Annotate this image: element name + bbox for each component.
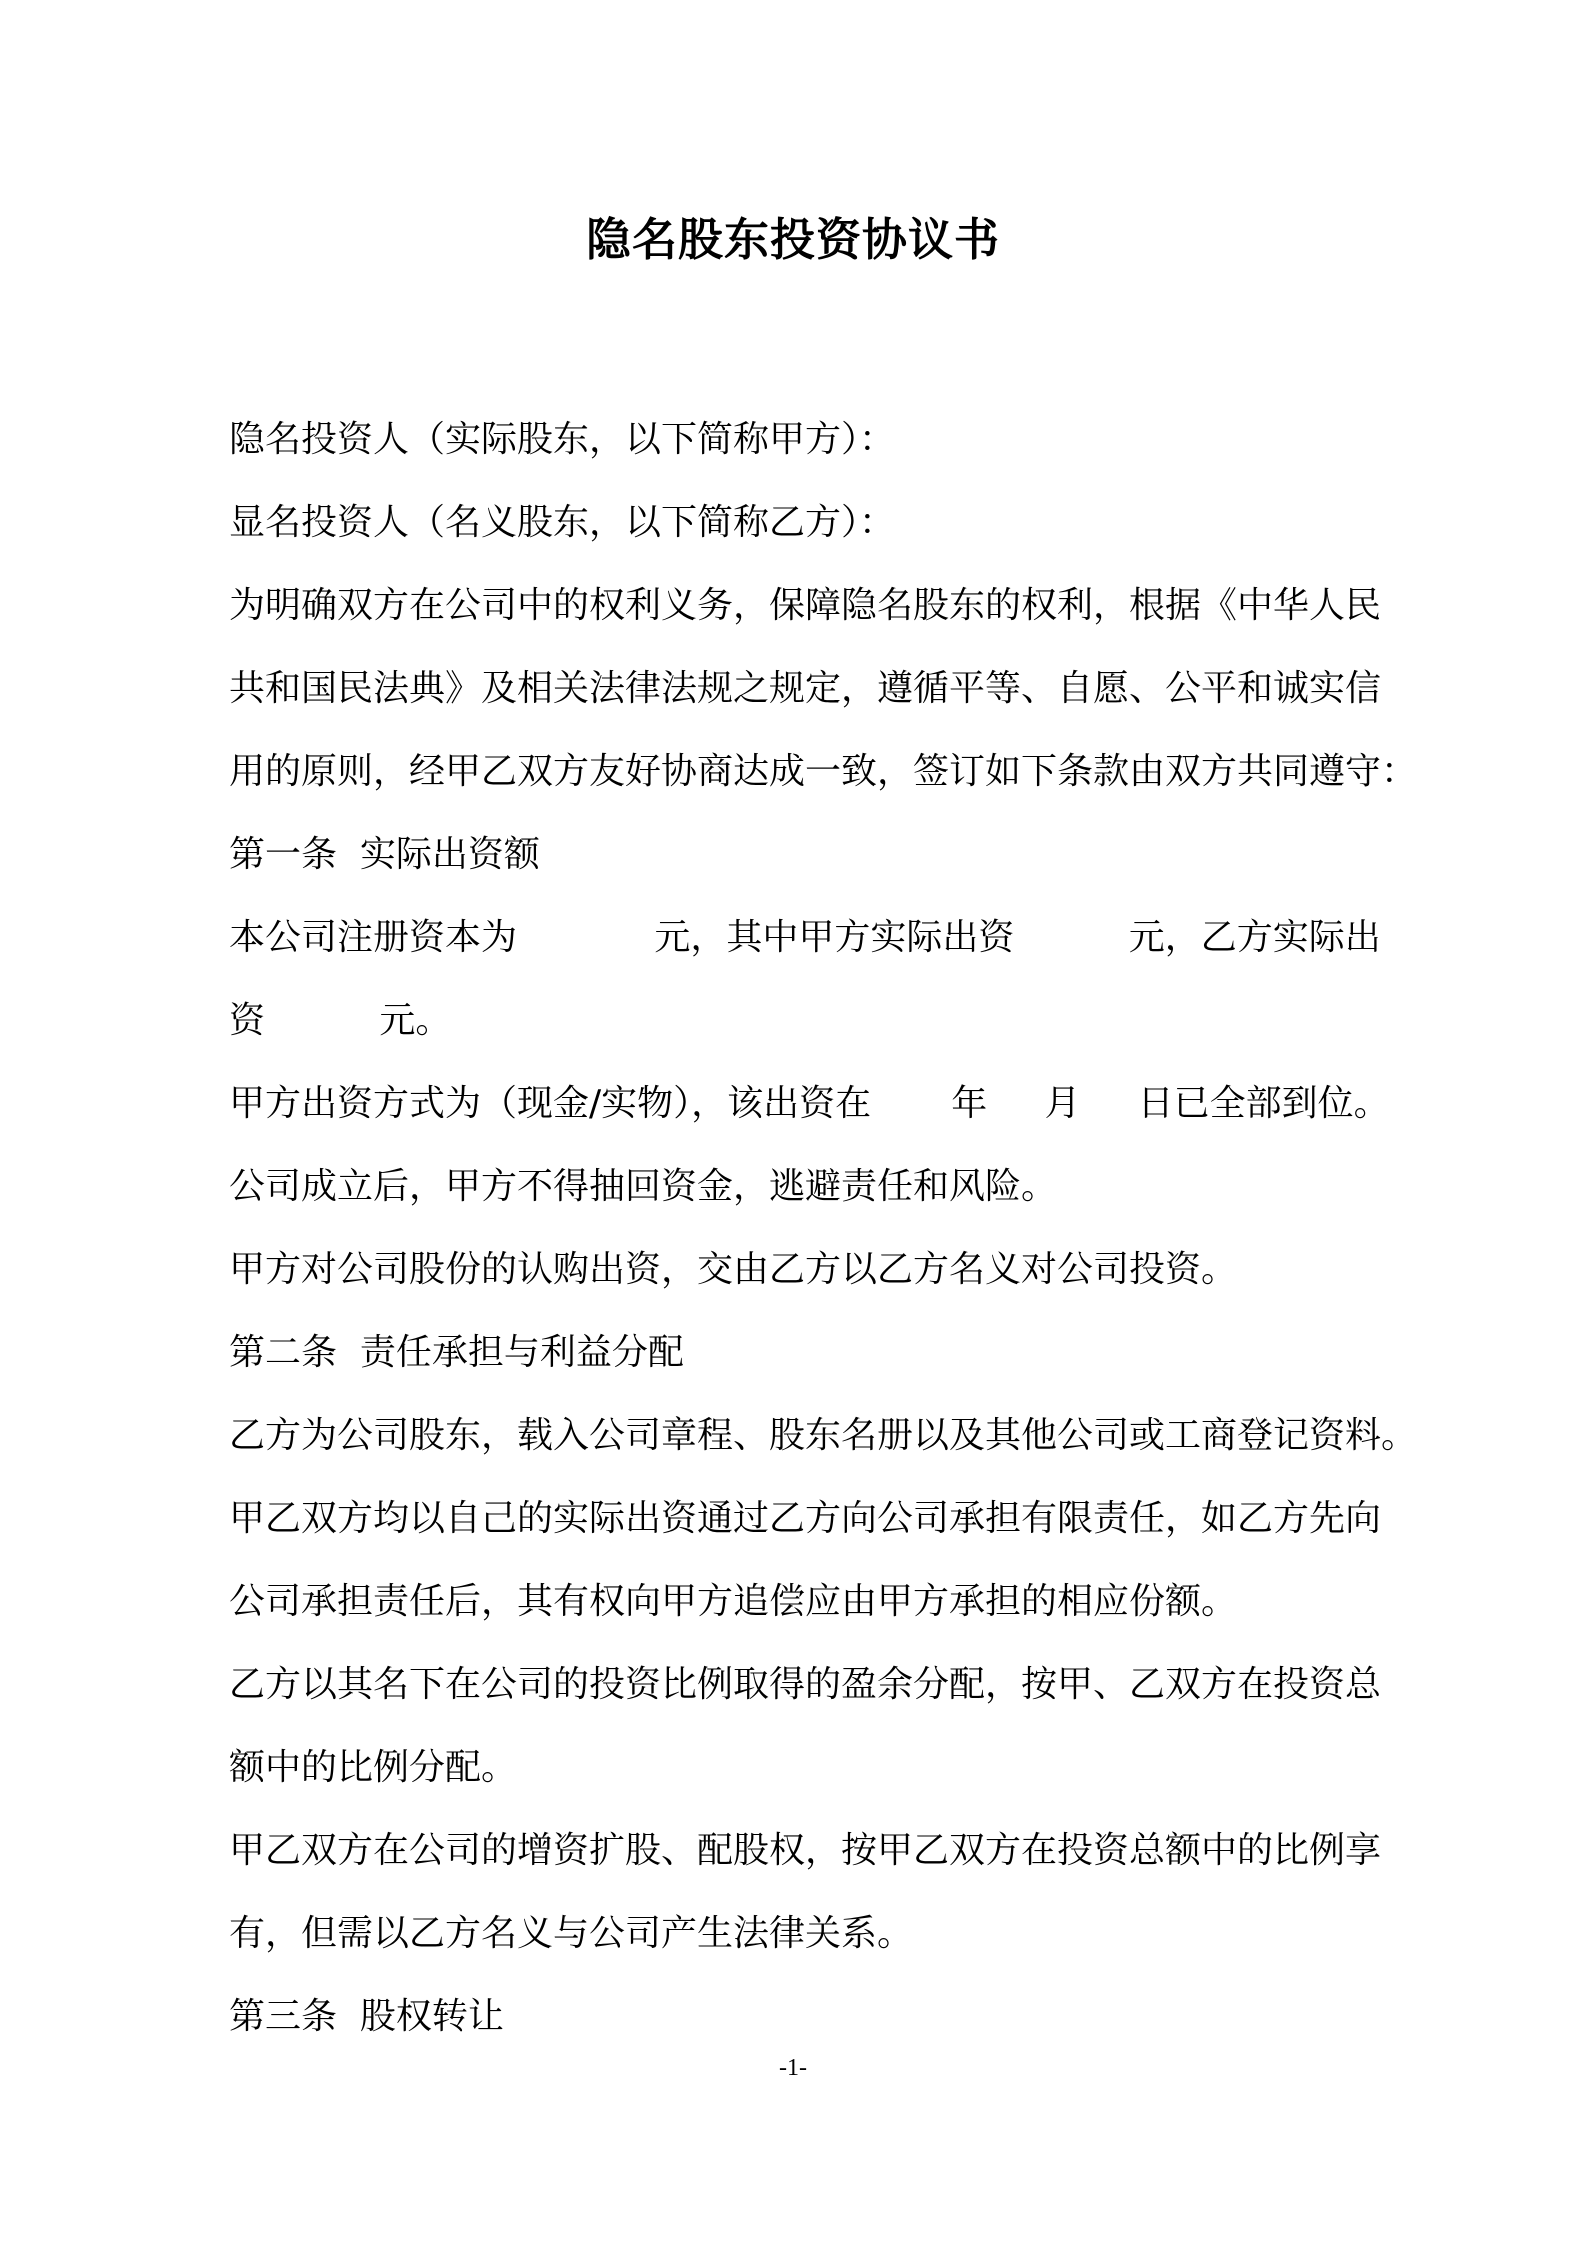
profit-distribution-line-2: 额中的比例分配。 (229, 1747, 518, 1788)
preamble-line-2: 共和国民法典》及相关法律法规之规定，遵循平等、自愿、公平和诚实信 (229, 668, 1382, 709)
party-a-line: 隐名投资人（实际股东，以下简称甲方）： (229, 419, 896, 460)
no-withdrawal-line: 公司成立后，甲方不得抽回资金，逃避责任和风险。 (229, 1166, 1058, 1207)
capital-line-1: 本公司注册资本为 元，其中甲方实际出资 元，乙方实际出 (229, 917, 1381, 958)
liability-line-2: 公司承担责任后，其有权向甲方追偿应由甲方承担的相应份额。 (229, 1581, 1238, 1622)
article-2-heading: 第二条 责任承担与利益分配 (229, 1332, 684, 1373)
article-3-heading: 第三条 股权转让 (229, 1996, 504, 2037)
preamble-line-1: 为明确双方在公司中的权利义务，保障隐名股东的权利，根据《中华人民 (229, 585, 1382, 626)
capital-line-2: 资 元。 (229, 1000, 452, 1041)
contribution-method-line: 甲方出资方式为（现金/实物），该出资在 年 月 日已全部到位。 (229, 1083, 1390, 1124)
registered-shareholder-line: 乙方为公司股东，载入公司章程、股东名册以及其他公司或工商登记资料。 (229, 1415, 1418, 1456)
profit-distribution-line-1: 乙方以其名下在公司的投资比例取得的盈余分配，按甲、乙双方在投资总 (229, 1664, 1382, 1705)
preamble-line-3: 用的原则，经甲乙双方友好协商达成一致，签订如下条款由双方共同遵守： (229, 751, 1418, 792)
page-number: -1- (779, 2055, 807, 2081)
liability-line-1: 甲乙双方均以自己的实际出资通过乙方向公司承担有限责任，如乙方先向 (229, 1498, 1382, 1539)
capital-increase-line-1: 甲乙双方在公司的增资扩股、配股权，按甲乙双方在投资总额中的比例享 (229, 1830, 1382, 1871)
party-b-line: 显名投资人（名义股东，以下简称乙方）： (229, 502, 896, 543)
capital-increase-line-2: 有，但需以乙方名义与公司产生法律关系。 (229, 1913, 914, 1954)
article-1-heading: 第一条 实际出资额 (229, 834, 540, 875)
subscription-line: 甲方对公司股份的认购出资，交由乙方以乙方名义对公司投资。 (229, 1249, 1238, 1290)
document-body (229, 398, 1445, 2058)
document-title: 隐名股东投资协议书 (585, 213, 1000, 266)
